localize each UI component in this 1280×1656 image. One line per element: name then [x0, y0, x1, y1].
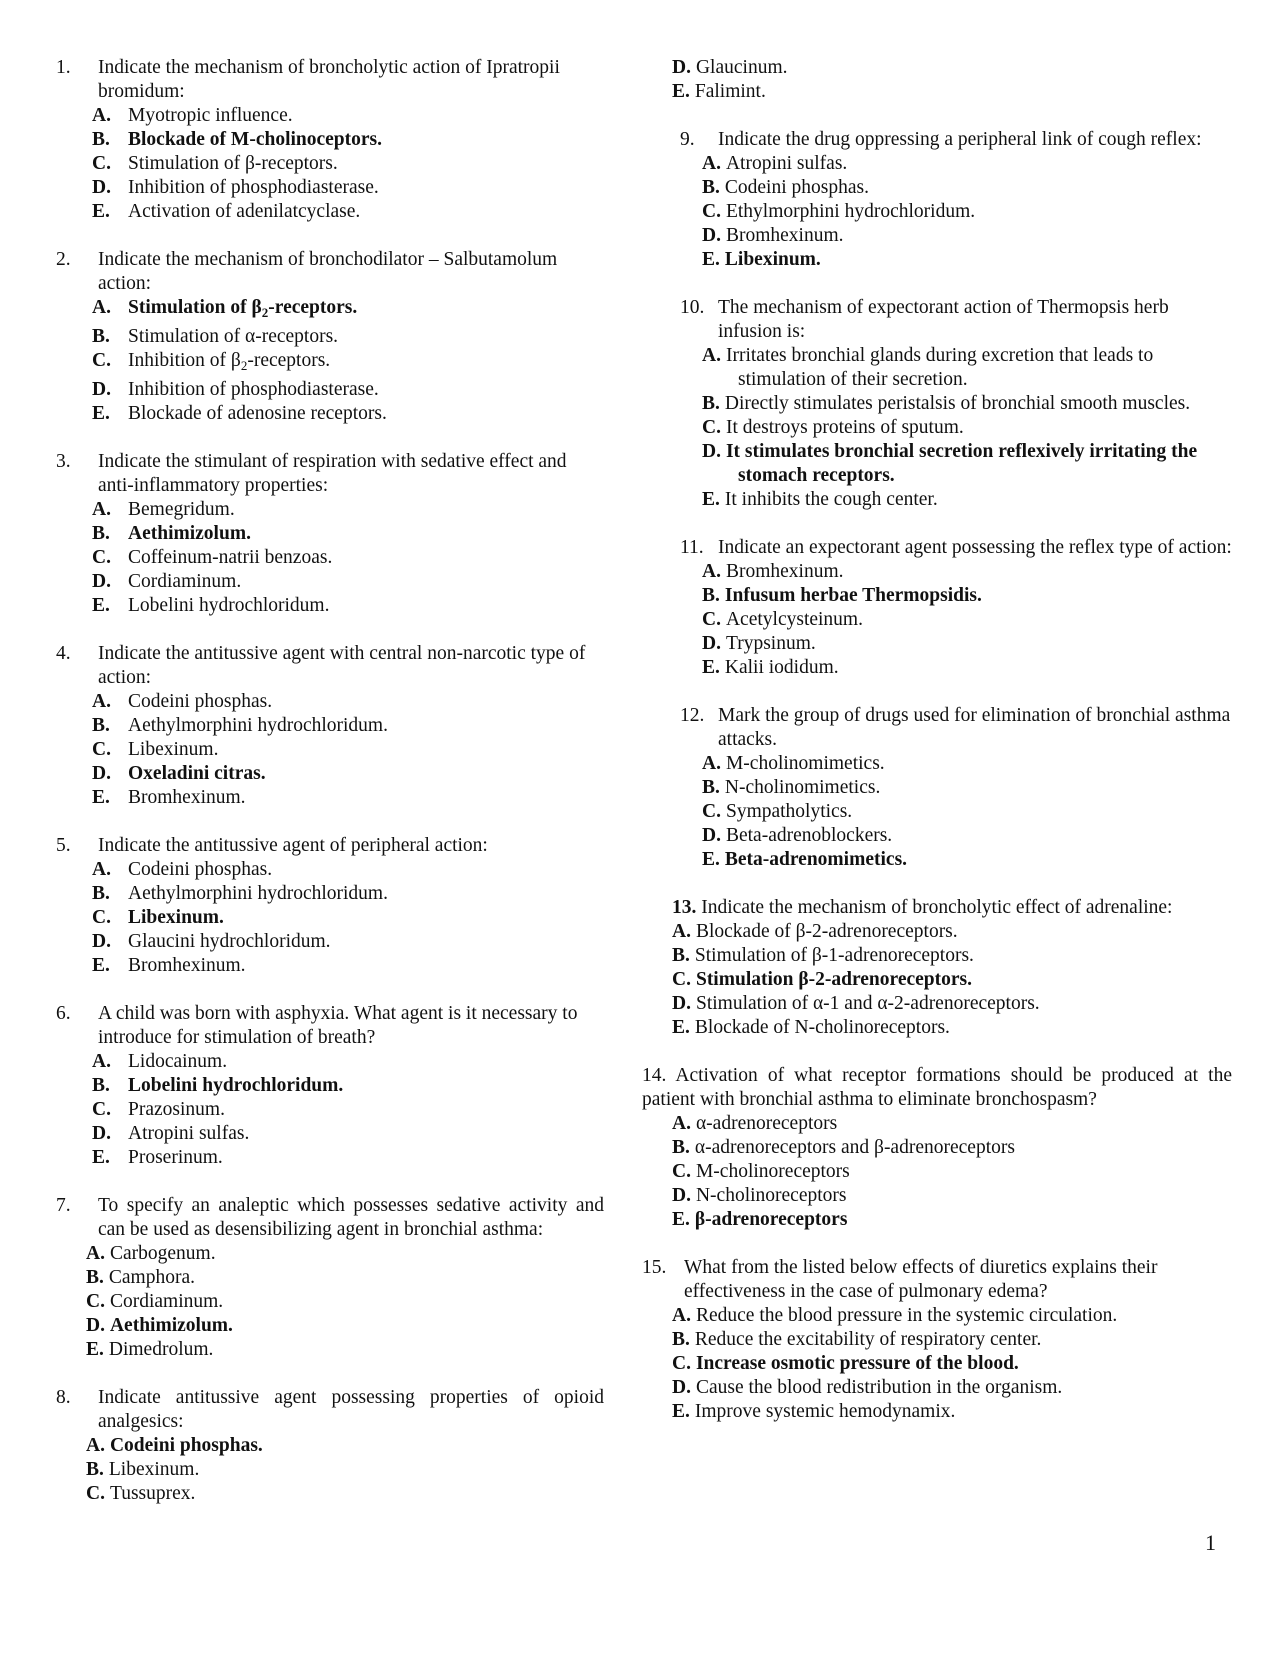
- option-d: D. Atropini sulfas.: [92, 1123, 250, 1144]
- option-a: A. Reduce the blood pressure in the systemic circulation.: [672, 1305, 1118, 1326]
- option-c: C. Acetylcysteinum.: [702, 609, 863, 630]
- question-2: [56, 248, 604, 426]
- question-stem: [56, 1386, 604, 1434]
- option-d: D. Stimulation of α-1 and α-2-adrenoreceptors.: [672, 993, 1040, 1014]
- option-d: D. Inhibition of phosphodiasterase.: [92, 177, 379, 198]
- option-b: B. Stimulation of β-1-adrenoreceptors.: [672, 945, 974, 966]
- option-b: B. Stimulation of α-receptors.: [92, 326, 339, 347]
- option-d-correct: D. Oxeladini citras.: [92, 763, 266, 784]
- option-b-correct: B. Blockade of M-cholinoceptors.: [92, 129, 383, 150]
- question-stem: [56, 248, 604, 296]
- option-c: C. Stimulation of β-receptors.: [92, 153, 338, 174]
- option-d: D. Cause the blood redistribution in the organism.: [672, 1377, 1063, 1398]
- option-e: E. Dimedrolum.: [86, 1339, 214, 1360]
- question-text: Indicate the mechanism of broncholytic effect of adrenaline:: [701, 897, 1173, 918]
- page-number: 1: [1205, 1530, 1216, 1555]
- option-a: A. Bemegridum.: [92, 499, 235, 520]
- question-13: [672, 896, 1232, 1040]
- option-c: C. Ethylmorphini hydrochloridum.: [702, 201, 976, 222]
- question-number: 4.: [56, 643, 71, 664]
- option-a: A. M-cholinomimetics.: [702, 753, 885, 774]
- option-c: C. Inhibition of $\beta_2$-receptors.: [92, 350, 331, 373]
- option-a: A. Bromhexinum.: [702, 561, 844, 582]
- option-e: E. Improve systemic hemodynamix.: [672, 1401, 956, 1422]
- question-number: 3.: [56, 451, 71, 472]
- option-e: E. Falimint.: [672, 81, 766, 102]
- option-e: E. Bromhexinum.: [92, 787, 246, 808]
- option-e: E. Lobelini hydrochloridum.: [92, 595, 330, 616]
- question-text: A child was born with asphyxia. What agent is it necessary to introduce for stimulation of breath?: [98, 1003, 578, 1048]
- option-d: D. Trypsinum.: [702, 633, 816, 654]
- option-a: A. α-adrenoreceptors: [672, 1113, 838, 1134]
- question-6: [56, 1002, 604, 1170]
- question-10: [642, 296, 1232, 512]
- option-d-correct: D. Aethimizolum.: [86, 1315, 233, 1336]
- question-stem: [642, 1064, 1232, 1112]
- option-d: D. Inhibition of phosphodiasterase.: [92, 379, 379, 400]
- question-5: [56, 834, 604, 978]
- question-number: 7.: [56, 1195, 71, 1216]
- option-d: D. Beta-adrenoblockers.: [702, 825, 893, 846]
- option-b: B. α-adrenoreceptors and β-adrenoreceptors: [672, 1137, 1015, 1158]
- question-12: [642, 704, 1232, 872]
- question-text: To specify an analeptic which possesses sedative activity and can be used as desensibilizing agent in bronchial asthma:: [98, 1195, 604, 1240]
- option-d: D. Bromhexinum.: [702, 225, 844, 246]
- question-8: [56, 1386, 604, 1506]
- option-d: D. Glaucini hydrochloridum.: [92, 931, 331, 952]
- option-c: C. Libexinum.: [92, 739, 219, 760]
- option-e: E. Activation of adenilatcyclase.: [92, 201, 361, 222]
- right-column: [642, 56, 1232, 1448]
- question-number: 14.: [642, 1065, 667, 1086]
- question-7: [56, 1194, 604, 1362]
- question-number: 6.: [56, 1003, 71, 1024]
- question-3: [56, 450, 604, 618]
- question-text: Indicate the antitussive agent of peripheral action:: [98, 835, 488, 856]
- question-text: Indicate the mechanism of broncholytic action of Ipratropii bromidum:: [98, 57, 560, 102]
- option-a-correct: A. Codeini phosphas.: [86, 1435, 263, 1456]
- option-a: A. Irritates bronchial glands during excretion that leads to stimulation of their secretion.: [702, 345, 1154, 390]
- question-4: [56, 642, 604, 810]
- option-b-correct: B. Aethimizolum.: [92, 523, 251, 544]
- question-text: The mechanism of expectorant action of Thermopsis herb infusion is:: [718, 297, 1169, 342]
- option-b: B. Aethylmorphini hydrochloridum.: [92, 715, 388, 736]
- question-text: Indicate antitussive agent possessing properties of opioid analgesics:: [98, 1387, 604, 1432]
- question-9: [642, 128, 1232, 272]
- question-1: [56, 56, 604, 224]
- question-stem: [680, 536, 1232, 560]
- question-number: 1.: [56, 57, 71, 78]
- question-number: 10.: [680, 297, 705, 318]
- question-stem: [56, 834, 604, 858]
- option-c: C. Prazosinum.: [92, 1099, 225, 1120]
- option-c-correct: C. Stimulation β-2-adrenoreceptors.: [672, 969, 972, 990]
- option-e: E. Bromhexinum.: [92, 955, 246, 976]
- option-e: E. Kalii iodidum.: [702, 657, 839, 678]
- question-number: 15.: [642, 1257, 667, 1278]
- question-number: 8.: [56, 1387, 71, 1408]
- question-stem: [680, 296, 1232, 344]
- question-text: Indicate the antitussive agent with central non-narcotic type of action:: [98, 643, 586, 688]
- option-e-correct: E. Beta-adrenomimetics.: [702, 849, 908, 870]
- question-number: 13.: [672, 897, 697, 918]
- question-stem: [56, 1002, 604, 1050]
- option-d-correct: D. It stimulates bronchial secretion reflexively irritating the stomach receptors.: [702, 441, 1198, 486]
- option-a: A. Atropini sulfas.: [702, 153, 848, 174]
- option-a: A. Blockade of β-2-adrenoreceptors.: [672, 921, 958, 942]
- question-11: [642, 536, 1232, 680]
- option-c: C. Coffeinum-natrii benzoas.: [92, 547, 333, 568]
- option-d: D. Cordiaminum.: [92, 571, 242, 592]
- question-text: What from the listed below effects of diuretics explains their effectiveness in the case of pulmonary edema?: [684, 1257, 1158, 1302]
- question-number: 9.: [680, 129, 695, 150]
- question-stem: [680, 128, 1232, 152]
- option-c: C. Cordiaminum.: [86, 1291, 224, 1312]
- question-text: Indicate the stimulant of respiration with sedative effect and anti-inflammatory properties:: [98, 451, 567, 496]
- option-a: A. Codeini phosphas.: [92, 859, 273, 880]
- option-b: B. N-cholinomimetics.: [702, 777, 881, 798]
- question-14: [642, 1064, 1232, 1232]
- option-d: D. N-cholinoreceptors: [672, 1185, 847, 1206]
- option-b: B. Camphora.: [86, 1267, 195, 1288]
- question-stem: [56, 56, 604, 104]
- question-stem: [680, 704, 1232, 752]
- option-e-correct: E. Libexinum.: [702, 249, 821, 270]
- option-c-correct: C. Libexinum.: [92, 907, 224, 928]
- option-c-correct: C. Increase osmotic pressure of the blood.: [672, 1353, 1019, 1374]
- question-stem: [56, 642, 604, 690]
- question-stem: [642, 1256, 1232, 1304]
- question-8-continued: [672, 56, 1232, 104]
- option-e: E. Blockade of N-cholinoreceptors.: [672, 1017, 950, 1038]
- option-d: D. Glaucinum.: [672, 57, 788, 78]
- option-a: A. Myotropic influence.: [92, 105, 293, 126]
- question-number: 5.: [56, 835, 71, 856]
- question-text: Indicate an expectorant agent possessing the reflex type of action:: [718, 537, 1232, 558]
- option-e: E. It inhibits the cough center.: [702, 489, 938, 510]
- question-text: Indicate the mechanism of bronchodilator – Salbutamolum action:: [98, 249, 558, 294]
- question-15: [642, 1256, 1232, 1424]
- question-stem: [672, 896, 1232, 920]
- option-e-correct: E. β-adrenoreceptors: [672, 1209, 848, 1230]
- option-a-correct: A. Stimulation of $\beta_2$-receptors.: [92, 297, 358, 320]
- question-number: 11.: [680, 537, 704, 558]
- option-b: B. Codeini phosphas.: [702, 177, 869, 198]
- question-text: Mark the group of drugs used for elimination of bronchial asthma attacks.: [718, 705, 1231, 750]
- option-a: A. Lidocainum.: [92, 1051, 228, 1072]
- option-c: C. M-cholinoreceptors: [672, 1161, 850, 1182]
- option-b: B. Directly stimulates peristalsis of bronchial smooth muscles.: [702, 393, 1191, 414]
- question-number: 12.: [680, 705, 705, 726]
- left-column: [56, 56, 604, 1530]
- question-text: Activation of what receptor formations should be produced at the patient with bronchial asthma to eliminate bronchospasm?: [642, 1065, 1232, 1110]
- option-c: C. Sympatholytics.: [702, 801, 853, 822]
- option-b: B. Libexinum.: [86, 1459, 200, 1480]
- option-e: E. Proserinum.: [92, 1147, 223, 1168]
- option-a: A. Carbogenum.: [86, 1243, 216, 1264]
- option-b-correct: B. Infusum herbae Thermopsidis.: [702, 585, 982, 606]
- option-b: B. Reduce the excitability of respiratory center.: [672, 1329, 1042, 1350]
- option-e: E. Blockade of adenosine receptors.: [92, 403, 387, 424]
- option-b-correct: B. Lobelini hydrochloridum.: [92, 1075, 344, 1096]
- option-c: C. Tussuprex.: [86, 1483, 196, 1504]
- question-number: 2.: [56, 249, 71, 270]
- question-text: Indicate the drug oppressing a peripheral link of cough reflex:: [718, 129, 1202, 150]
- option-c: C. It destroys proteins of sputum.: [702, 417, 964, 438]
- option-b: B. Aethylmorphini hydrochloridum.: [92, 883, 388, 904]
- option-a: A. Codeini phosphas.: [92, 691, 273, 712]
- question-stem: [56, 450, 604, 498]
- question-stem: [56, 1194, 604, 1242]
